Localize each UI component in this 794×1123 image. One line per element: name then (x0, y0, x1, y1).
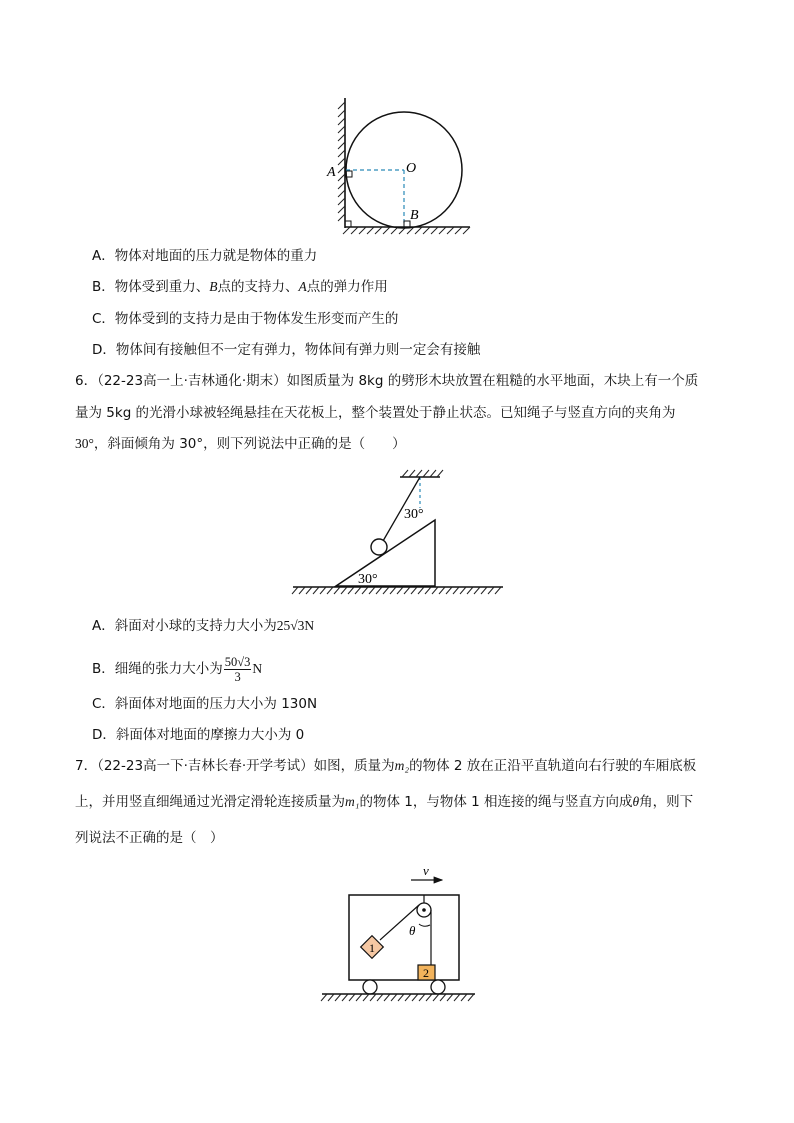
label-o: O (406, 161, 417, 176)
q6-option-b-pre: B．细绳的张力大小为 (92, 661, 223, 677)
theta-label: θ (409, 923, 416, 938)
q5-option-b-var1: B (209, 279, 218, 294)
angle-bottom-label: 30° (358, 572, 378, 587)
q6-option-b-den: 3 (234, 669, 241, 684)
q6-option-b-num: 50√3 (224, 654, 251, 669)
q6-option-a-val: 25√3N (276, 618, 315, 633)
q5-option-b-pre: B．物体受到重力、 (92, 279, 210, 295)
track-hatch (321, 994, 474, 1001)
q6-line3-rest: ，斜面倾角为 30°，则下列说法中正确的是（ ） (93, 436, 406, 452)
wheel-left (363, 980, 377, 994)
q7-line3: 列说法不正确的是（ ） (75, 830, 224, 846)
q7-line1-var: m₂ (394, 758, 410, 773)
pulley-center (422, 908, 426, 912)
q6-line3-angle: 30° (75, 436, 94, 451)
q6-option-d: D．斜面体对地面的摩擦力大小为 0 (92, 727, 305, 743)
q5-option-d: D．物体间有接触但不一定有弹力，物体间有弹力则一定会有接触 (92, 342, 481, 358)
q5-option-c: C．物体受到的支持力是由于物体发生形变而产生的 (92, 311, 399, 327)
q6-line2: 量为 5kg 的光滑小球被轻绳悬挂在天花板上，整个装置处于静止状态。已知绳子与竖直方向的夹角为 (75, 405, 676, 421)
q7-line2-post: 角，则下 (639, 794, 694, 810)
q5-option-b-var2: A (298, 279, 307, 294)
q7-line2-pre: 上，并用竖直细绳通过光滑定滑轮连接质量为 (75, 794, 345, 810)
angle-top-label: 30° (404, 507, 424, 522)
q6-option-b-unit: N (252, 661, 263, 676)
q6-option-c: C．斜面体对地面的压力大小为 130N (92, 696, 318, 712)
q7-line2-var: m₁ (345, 794, 360, 809)
box-2-label: 2 (423, 966, 429, 980)
cart-body (349, 895, 459, 980)
q7-line2-theta: θ (632, 794, 640, 809)
q5-option-b-mid: 点的支持力、 (217, 279, 299, 295)
q6-line1: 6．（22-23高一上·吉林通化·期末）如图质量为 8kg 的劈形木块放置在粗糙的水平地面，木块上有一个质 (75, 373, 699, 389)
label-a: A (327, 165, 336, 180)
velocity-label: v (423, 863, 429, 878)
q5-option-a: A．物体对地面的压力就是物体的重力 (92, 248, 318, 264)
box-1-label: 1 (369, 941, 375, 955)
q7-line2-mid: 的物体 1，与物体 1 相连接的绳与竖直方向成 (359, 794, 633, 810)
q6-option-a-pre: A．斜面对小球的支持力大小为 (92, 618, 277, 634)
q5-option-b-post: 点的弹力作用 (306, 279, 388, 295)
label-b: B (410, 208, 419, 223)
q7-line1-post: 的物体 2 放在正沿平直轨道向右行驶的车厢底板 (409, 758, 697, 774)
wheel-right (431, 980, 445, 994)
q7-line1-pre: 7．（22-23高一下·吉林长春·开学考试）如图，质量为 (75, 758, 395, 774)
